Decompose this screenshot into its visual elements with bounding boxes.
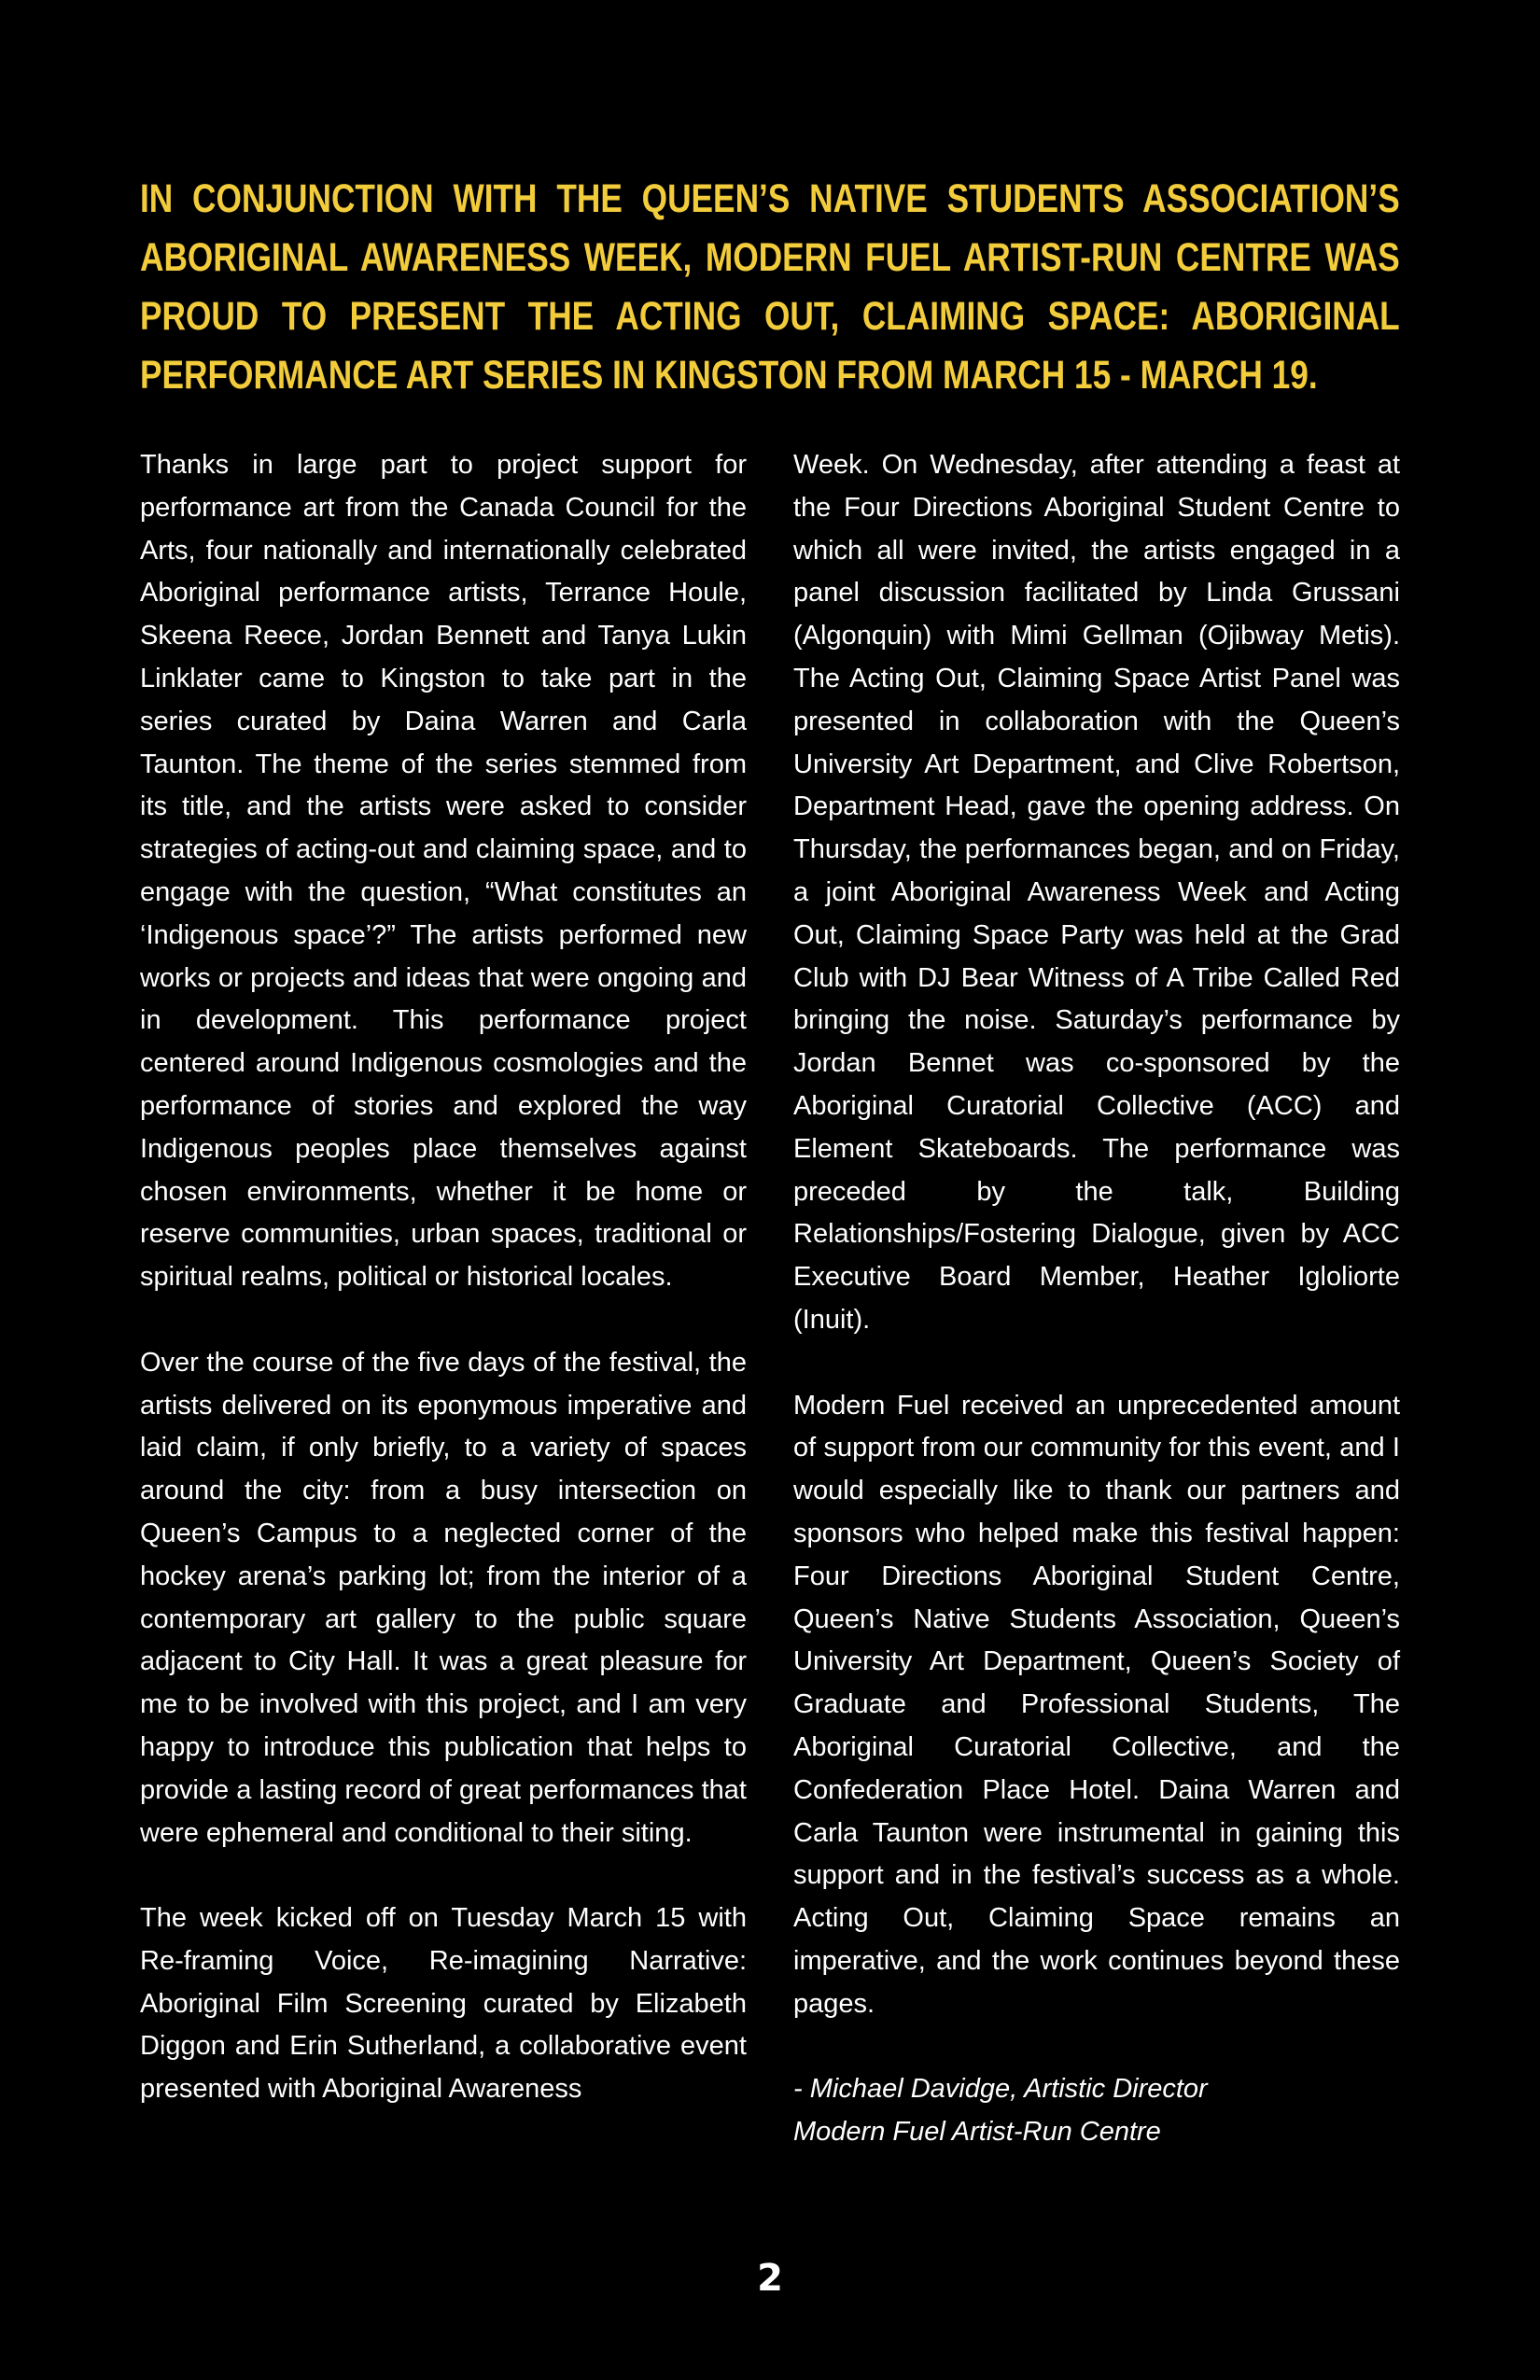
page-number: 2 [757,2257,783,2300]
left-column [140,444,747,2154]
right-column [793,444,1400,2197]
body-paragraph: Modern Fuel received an unprecedented amount of support from our community for this event, and I would especially like to thank our partners and sponsors who helped make this festival happen: Four Directions Aboriginal Student Centre, Queen’s Native Students Association, Queen’s University Art Department, Queen’s Society of Graduate and Professional Students, The Aboriginal Curatorial Collective, and the Confederation Place Hotel. Daina Warren and Carla Taunton were instrumental in gaining this support and in the festival’s success as a whole. Acting Out, Claiming Space remains an imperative, and the work continues beyond these pages. [793,1390,1400,2019]
signature-block [793,2068,1400,2154]
body-paragraph: Week. On Wednesday, after attending a feast at the Four Directions Aboriginal Student Centre to which all were invited, the artists engaged in a panel discussion facilitated by Linda Grussani (Algonquin) with Mimi Gellman (Ojibway Metis). The Acting Out, Claiming Space Artist Panel was presented in collaboration with the Queen’s University Art Department, and Clive Robertson, Department Head, gave the opening address. On Thursday, the performances began, and on Friday, a joint Aboriginal Awareness Week and Acting Out, Claiming Space Party was held at the Grad Club with DJ Bear Witness of A Tribe Called Red bringing the noise. Saturday’s performance by Jordan Bennet was co-sponsored by the Aboriginal Curatorial Collective (ACC) and Element Skateboards. The performance was preceded by the talk, Building Relationships/Fostering Dialogue, given by ACC Executive Board Member, Heather Igloliorte (Inuit). [793,450,1400,1335]
signature-name: - Michael Davidge, Artistic Director [793,2074,1208,2105]
body-paragraph: Over the course of the five days of the festival, the artists delivered on its eponymous imperative and laid claim, if only briefly, to a variety of spaces around the city: from a busy intersection on Queen’s Campus to a neglected corner of the hockey arena’s parking lot; from the interior of a contemporary art gallery to the public square adjacent to City Hall. It was a great pleasure for me to be involved with this project, and I am very happy to introduce this publication that helps to provide a lasting record of great performances that were ephemeral and conditional to their siting. [140,1347,747,1848]
signature-organization: Modern Fuel Artist-Run Centre [793,2117,1161,2148]
intro-headline: IN CONJUNCTION WITH THE QUEEN’S NATIVE STUDENTS ASSOCIATION’S ABORIGINAL AWARENESS WEEK, MODERN FUEL ARTIST-RUN CENTRE WAS PROUD TO PRESENT THE ACTING OUT, CLAIMING SPACE: ABORIGINAL PERFORMANCE ART SERIES IN KINGSTON FROM MARCH 15 - MARCH 19. [140,176,1400,398]
body-paragraph: Thanks in large part to project support for performance art from the Canada Council for the Arts, four nationally and internationally celebrated Aboriginal performance artists, Terrance Houle, Skeena Reece, Jordan Bennett and Tanya Lukin Linklater came to Kingston to take part in the series curated by Daina Warren and Carla Taunton. The theme of the series stemmed from its title, and the artists were asked to consider strategies of acting-out and claiming space, and to engage with the question, “What constitutes an ‘Indigenous space’?” The artists performed new works or projects and ideas that were ongoing and in development. This performance project centered around Indigenous cosmologies and the performance of stories and explored the way Indigenous peoples place themselves against chosen environments, whether it be home or reserve communities, urban spaces, traditional or spiritual realms, political or historical locales. [140,450,747,1293]
body-paragraph: The week kicked off on Tuesday March 15 with Re-framing Voice, Re-imagining Narrative: Aboriginal Film Screening curated by Elizabeth Diggon and Erin Sutherland, a collaborative event presented with Aboriginal Awareness [140,1903,747,2105]
